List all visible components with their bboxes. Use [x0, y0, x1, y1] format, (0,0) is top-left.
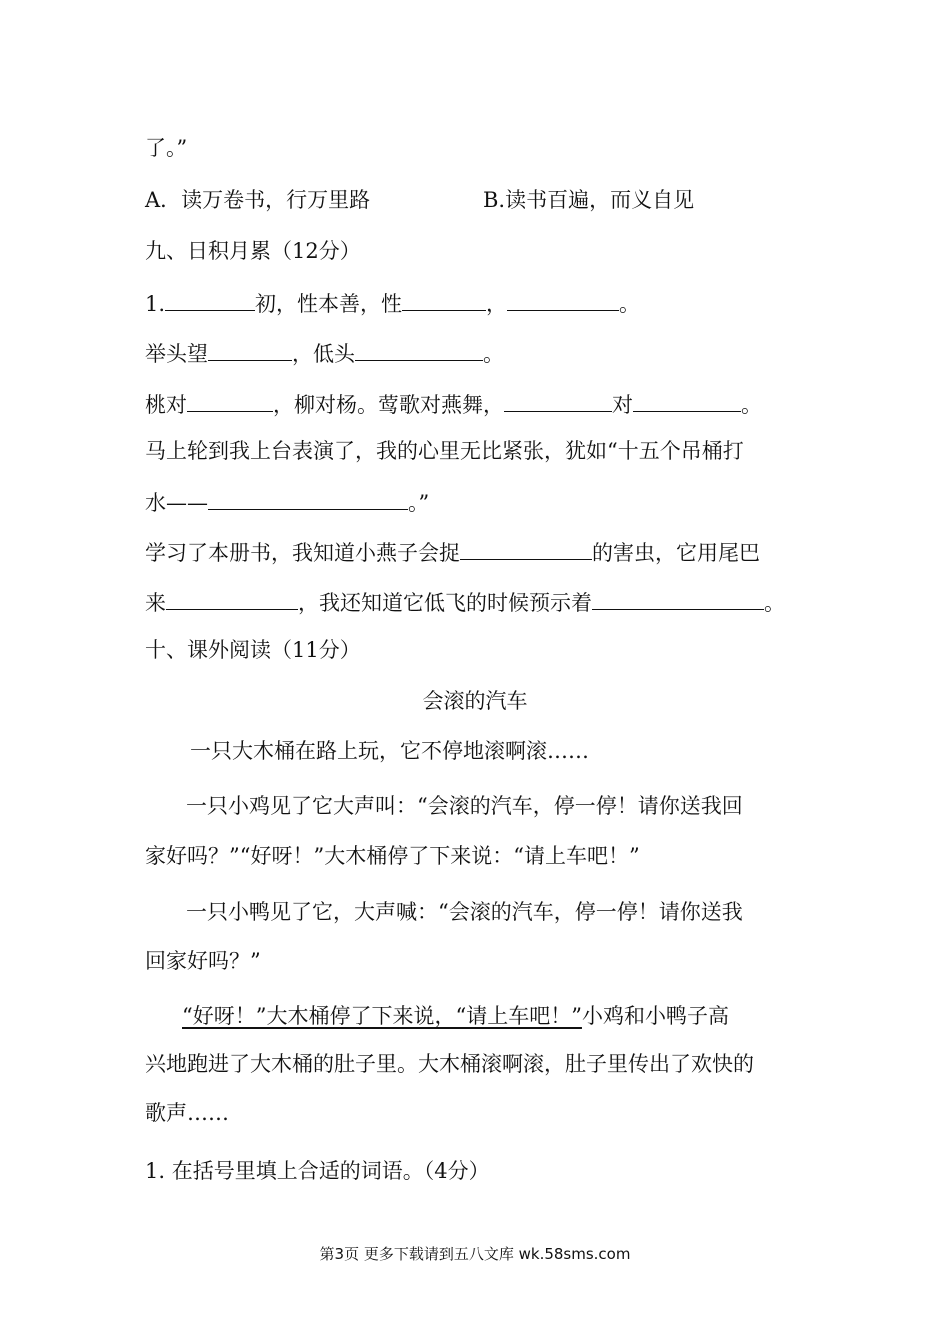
story-paragraph-2-line1: 一只小鸡见了它大声叫：“会滚的汽车，停一停！请你送我回 [186, 794, 743, 818]
section10-heading: 十、课外阅读（11分） [145, 638, 361, 662]
fill-blank[interactable] [592, 587, 764, 610]
section9-line2: 举头望 ，低头 。 [145, 338, 815, 368]
fill-blank[interactable] [460, 537, 592, 560]
section9-line1: 1. 初，性本善，性 ， 。 [145, 288, 815, 318]
story-paragraph-1: 一只大木桶在路上玩，它不停地滚啊滚…… [190, 739, 589, 763]
fill-blank[interactable] [187, 389, 273, 412]
story-paragraph-3-line2: 回家好吗？” [145, 949, 261, 973]
story-paragraph-4-line2: 兴地跑进了大木桶的肚子里。大木桶滚啊滚，肚子里传出了欢快的 [145, 1052, 754, 1076]
fill-blank[interactable] [166, 587, 298, 610]
underlined-sentence: “好呀！”大木桶停了下来说，“请上车吧！” [182, 1004, 582, 1028]
story-title: 会滚的汽车 [422, 689, 528, 713]
section9-line5: 水—— 。” [145, 487, 815, 517]
fill-blank[interactable] [355, 338, 483, 361]
story-paragraph-2-line2: 家好吗？”“好呀！”大木桶停了下来说：“请上车吧！” [145, 844, 640, 868]
fill-blank[interactable] [504, 389, 612, 412]
fill-blank[interactable] [402, 288, 486, 311]
section9-line4: 马上轮到我上台表演了，我的心里无比紧张，犹如“十五个吊桶打 [145, 439, 744, 463]
section9-line3: 桃对 ，柳对杨。莺歌对燕舞， 对 。 [145, 389, 815, 419]
question-1: 1. 在括号里填上合适的词语。（4分） [145, 1159, 490, 1183]
fill-blank[interactable] [633, 389, 741, 412]
fill-blank[interactable] [165, 288, 255, 311]
carry-over-text: 了。” [145, 136, 188, 160]
fill-blank[interactable] [208, 338, 292, 361]
story-paragraph-4-line3: 歌声…… [145, 1101, 229, 1125]
section9-line6: 学习了本册书，我知道小燕子会捉 的害虫，它用尾巴 [145, 537, 815, 567]
section9-heading: 九、日积月累（12分） [145, 239, 361, 263]
fill-blank[interactable] [507, 288, 619, 311]
option-a: A．读万卷书，行万里路 [145, 188, 371, 212]
story-paragraph-4-line1: “好呀！”大木桶停了下来说，“请上车吧！”小鸡和小鸭子高 [182, 1004, 729, 1028]
option-b: B.读书百遍，而义自见 [483, 188, 695, 212]
fill-blank[interactable] [208, 487, 408, 510]
section9-line7: 来 ，我还知道它低飞的时候预示着 。 [145, 587, 815, 617]
story-paragraph-3-line1: 一只小鸭见了它，大声喊：“会滚的汽车，停一停！请你送我 [186, 900, 743, 924]
options-line [145, 186, 815, 214]
page-footer: 第3页 更多下载请到五八文库 wk.58sms.com [319, 1245, 631, 1263]
